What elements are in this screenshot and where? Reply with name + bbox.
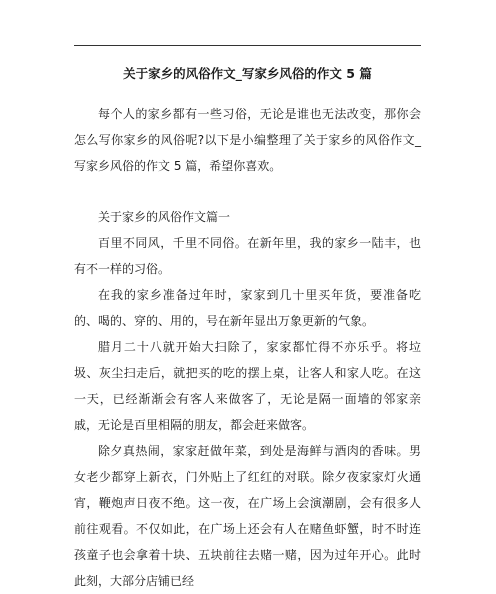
body-paragraph: 百里不同风，千里不同俗。在新年里，我的家乡一陆丰，也有不一样的习俗。 xyxy=(74,236,421,276)
body-paragraph: 腊月二十八就开始大扫除了，家家都忙得不亦乐乎。将垃圾、灰尘扫走后，就把买的吃的摆上桌，让客人和家人吃。在这一天，已经渐渐会有客人来做客了，无论是隔一面墙的邻家亲戚，无论是百里相隔的朋友，都会赶来做客。 xyxy=(74,340,421,432)
document-title: 关于家乡的风俗作文_写家乡风俗的作文 5 篇 xyxy=(123,66,372,81)
header-divider xyxy=(74,45,421,46)
body-paragraph: 在我的家乡准备过年时，家家到几十里买年货，要准备吃的、喝的、穿的、用的，号在新年显出万象更新的气象。 xyxy=(74,288,421,328)
section-heading: 关于家乡的风俗作文篇一 xyxy=(98,210,231,224)
document-body xyxy=(74,101,421,594)
body-paragraph: 除夕真热闹，家家赶做年菜，到处是海鲜与酒肉的香味。男女老少都穿上新衣，门外贴上了红红的对联。除夕夜家家灯火通宵，鞭炮声日夜不绝。这一夜，在广场上会演潮剧，会有很多人前往观看。不仅如此，在广场上还会有人在赌鱼虾蟹，时不时连孩童子也会拿着十块、五块前往去赌一赌，因为过年开心。此时此刻，大部分店铺已经 xyxy=(74,444,421,588)
intro-paragraph: 每个人的家乡都有一些习俗，无论是谁也无法改变，那你会怎么写你家乡的风俗呢?以下是小编整理了关于家乡的风俗作文_写家乡风俗的作文 5 篇，希望你喜欢。 xyxy=(74,107,421,173)
